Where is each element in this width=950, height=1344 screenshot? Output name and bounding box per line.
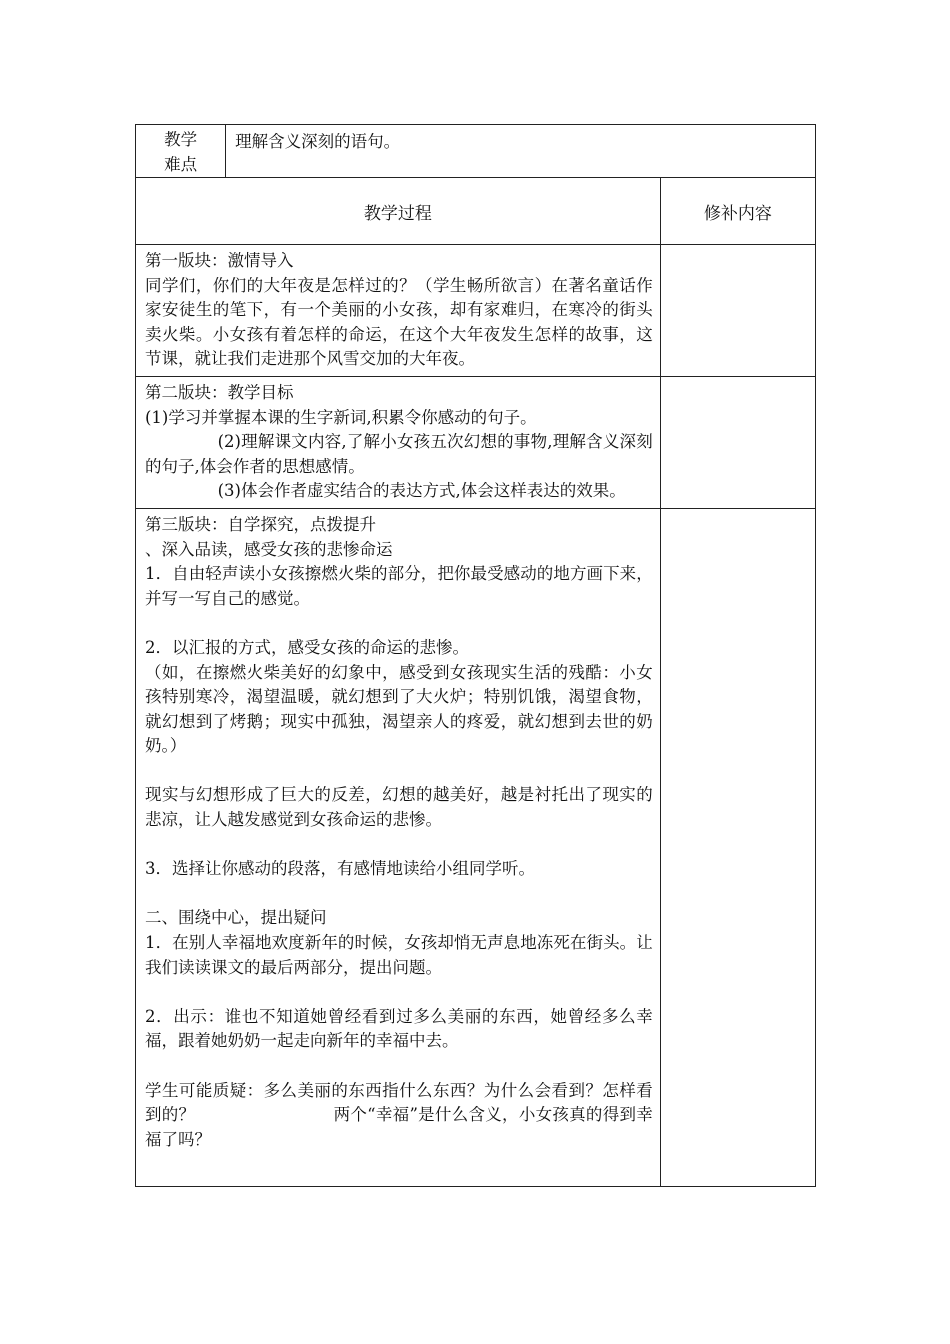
block1-revision bbox=[660, 245, 815, 377]
block3-title: 第三版块：自学探究，点拨提升 bbox=[145, 514, 376, 534]
block3-s1-item2: 2．以汇报的方式，感受女孩的命运的悲惨。 bbox=[145, 637, 469, 657]
spacer bbox=[145, 1054, 653, 1079]
spacer bbox=[145, 980, 653, 1005]
difficulty-content: 理解含义深刻的语句。 bbox=[226, 125, 816, 178]
block2-row bbox=[136, 376, 816, 508]
difficulty-label bbox=[136, 125, 226, 178]
block1-row bbox=[136, 245, 816, 377]
block3-s1-summary: 现实与幻想形成了巨大的反差，幻想的越美好，越是衬托出了现实的悲凉，让人越发感觉到女孩命运的悲惨。 bbox=[145, 785, 653, 830]
spacer bbox=[145, 833, 653, 858]
block2-goal2: (2)理解课文内容,了解小女孩五次幻想的事物,理解含义深刻的句子,体会作者的思想感情。 bbox=[145, 432, 653, 476]
spacer bbox=[145, 882, 653, 907]
spacer bbox=[145, 611, 653, 636]
revision-header: 修补内容 bbox=[660, 178, 815, 245]
block3-sub1: 、深入品读，感受女孩的悲惨命运 bbox=[145, 539, 393, 559]
block2-goal3: (3)体会作者虚实结合的表达方式,体会这样表达的效果。 bbox=[217, 481, 626, 501]
header-row bbox=[136, 178, 816, 245]
block3-s1-item3: 3．选择让你感动的段落，有感情地读给小组同学听。 bbox=[145, 859, 535, 879]
block3-s2-item1: 1．在别人幸福地欢度新年的时候，女孩却悄无声息地冻死在街头。让我们读读课文的最后两部分，提出问题。 bbox=[145, 933, 653, 977]
spacer bbox=[145, 759, 653, 784]
block1-content bbox=[136, 245, 661, 377]
block1-title: 第一版块：激情导入 bbox=[145, 251, 294, 270]
block2-goal1: (1)学习并掌握本课的生字新词,积累令你感动的句子。 bbox=[145, 407, 537, 427]
lesson-plan-table bbox=[135, 124, 816, 1187]
block3-content bbox=[136, 508, 661, 1186]
block2-title: 第二版块：教学目标 bbox=[145, 382, 294, 402]
block3-s2-question-part2: 两个“幸福”是什么含义，小女孩真的得到幸福了吗？ bbox=[145, 1105, 653, 1149]
block1-text: 同学们，你们的大年夜是怎样过的？（学生畅所欲言）在著名童话作家安徒生的笔下，有一个美丽的小女孩，却有家难归，在寒冷的街头卖火柴。小女孩有着怎样的命运，在这个大年夜发生怎样的故事，这节课，就让我们走进那个风雪交加的大年夜。 bbox=[145, 275, 653, 369]
block3-revision bbox=[660, 508, 815, 1186]
block3-s1-item2-detail: （如，在擦燃火柴美好的幻象中，感受到女孩现实生活的残酷：小女孩特别寒冷，渴望温暖，就幻想到了大火炉；特别饥饿，渴望食物，就幻想到了烤鹅；现实中孤独，渴望亲人的疼爱，就幻想到去世的奶奶。） bbox=[145, 662, 653, 756]
difficulty-row bbox=[136, 125, 816, 178]
block2-content bbox=[136, 376, 661, 508]
difficulty-label-line1: 教学 bbox=[164, 130, 198, 149]
block2-revision bbox=[660, 376, 815, 508]
block3-s2-item2: 2．出示：谁也不知道她曾经看到过多么美丽的东西，她曾经多么幸福，跟着她奶奶一起走向新年的幸福中去。 bbox=[145, 1006, 653, 1051]
block3-s2-question-part1: 学生可能质疑：多么美丽的东西指什么东西？为什么会看到？怎样看到的？ bbox=[145, 1080, 653, 1125]
block3-row bbox=[136, 508, 816, 1186]
block3-s2-question bbox=[145, 1079, 653, 1153]
block3-sub2: 二、围绕中心，提出疑问 bbox=[145, 908, 327, 928]
block3-s1-item1: 1．自由轻声读小女孩擦燃火柴的部分，把你最受感动的地方画下来，并写一写自己的感觉。 bbox=[145, 564, 653, 608]
difficulty-label-line2: 难点 bbox=[164, 155, 198, 174]
process-header: 教学过程 bbox=[136, 178, 661, 245]
